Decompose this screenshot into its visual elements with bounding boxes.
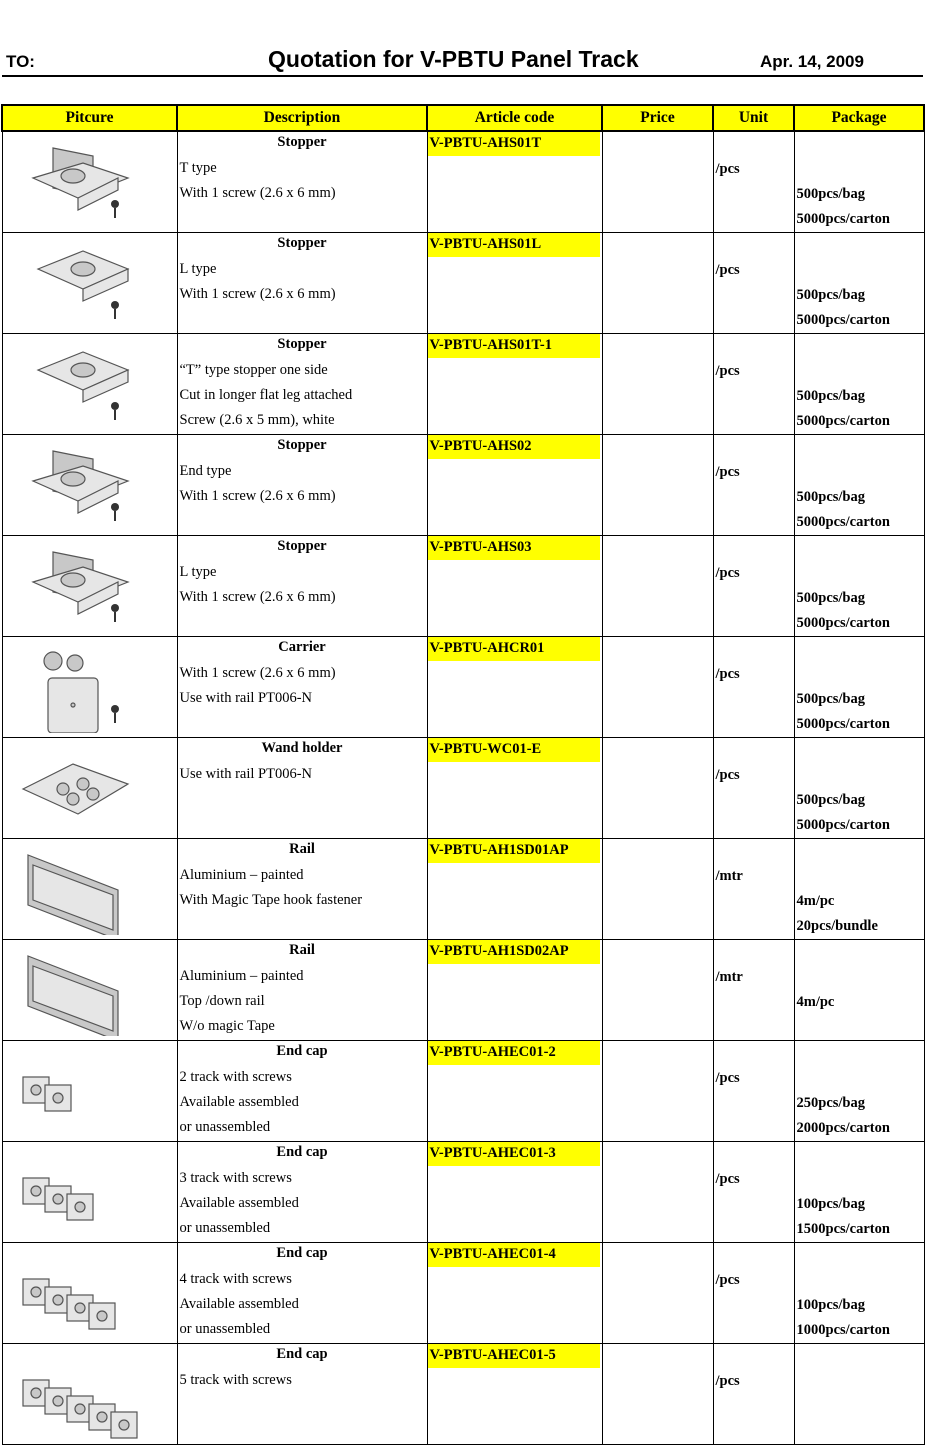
package-cell (794, 637, 924, 738)
description-cell (177, 738, 427, 839)
price-cell (602, 738, 713, 839)
package-line-1: 250pcs/bag (796, 1095, 865, 1111)
table-row (2, 940, 924, 1041)
col-header-price: Price (602, 105, 713, 131)
package-line-2: 1500pcs/carton (796, 1221, 890, 1237)
unit-cell (713, 1243, 794, 1344)
picture-cell (2, 131, 177, 233)
wand-holder-icon (13, 744, 138, 834)
package-cell (794, 1243, 924, 1344)
picture-cell (2, 1344, 177, 1445)
rail-icon (13, 845, 138, 935)
article-code: V-PBTU-AHEC01-3 (428, 1142, 600, 1166)
quote-date: Apr. 14, 2009 (760, 52, 864, 71)
product-title: Stopper (277, 134, 327, 150)
unit-value: /pcs (715, 767, 740, 783)
description-line: With 1 screw (2.6 x 6 mm) (179, 185, 336, 201)
package-line-2: 5000pcs/carton (796, 615, 890, 631)
unit-value: /pcs (715, 666, 740, 682)
description-line: W/o magic Tape (179, 1018, 275, 1034)
package-line-1: 500pcs/bag (796, 388, 865, 404)
package-line-1: 500pcs/bag (796, 691, 865, 707)
table-row (2, 1041, 924, 1142)
unit-cell (713, 637, 794, 738)
price-cell (602, 839, 713, 940)
package-cell (794, 536, 924, 637)
picture-cell (2, 233, 177, 334)
table-row (2, 738, 924, 839)
article-code: V-PBTU-AH1SD02AP (428, 940, 600, 964)
package-cell (794, 839, 924, 940)
package-line-2: 5000pcs/carton (796, 312, 890, 328)
package-line-2: 20pcs/bundle (796, 918, 878, 934)
package-cell (794, 435, 924, 536)
price-cell (602, 1142, 713, 1243)
package-line-2: 5000pcs/carton (796, 817, 890, 833)
header-rule (2, 75, 923, 77)
description-line: With 1 screw (2.6 x 6 mm) (179, 665, 336, 681)
description-line: or unassembled (179, 1220, 271, 1236)
description-line: 5 track with screws (179, 1372, 292, 1388)
price-cell (602, 131, 713, 233)
product-title: Stopper (277, 336, 327, 352)
picture-cell (2, 1243, 177, 1344)
description-line: Aluminium – painted (179, 867, 304, 883)
description-cell (177, 131, 427, 233)
article-code-cell (427, 940, 602, 1041)
unit-cell (713, 233, 794, 334)
description-line: Aluminium – painted (179, 968, 304, 984)
description-cell (177, 940, 427, 1041)
stopper-t1-icon (13, 340, 138, 430)
unit-cell (713, 1041, 794, 1142)
end-cap-5-icon (13, 1350, 138, 1440)
unit-cell (713, 1344, 794, 1445)
package-line-1: 100pcs/bag (796, 1196, 865, 1212)
article-code-cell (427, 233, 602, 334)
package-cell (794, 334, 924, 435)
stopper-end-icon (13, 441, 138, 531)
package-line-2: 5000pcs/carton (796, 413, 890, 429)
description-cell (177, 435, 427, 536)
article-code: V-PBTU-AHS03 (428, 536, 600, 560)
rail-topdown-icon (13, 946, 138, 1036)
unit-value: /pcs (715, 262, 740, 278)
table-row (2, 233, 924, 334)
description-line: Screw (2.6 x 5 mm), white (179, 412, 335, 428)
picture-cell (2, 334, 177, 435)
package-cell (794, 738, 924, 839)
product-title: End cap (276, 1043, 328, 1059)
picture-cell (2, 637, 177, 738)
description-cell (177, 233, 427, 334)
description-cell (177, 1041, 427, 1142)
table-row (2, 334, 924, 435)
description-line: Available assembled (179, 1195, 299, 1211)
col-header-article-code: Article code (427, 105, 602, 131)
product-title: Stopper (277, 235, 327, 251)
unit-cell (713, 131, 794, 233)
stopper-l-icon (13, 239, 138, 329)
article-code-cell (427, 1344, 602, 1445)
product-title: Carrier (278, 639, 326, 655)
article-code-cell (427, 536, 602, 637)
unit-value: /mtr (715, 969, 743, 985)
unit-cell (713, 738, 794, 839)
package-line-1: 500pcs/bag (796, 489, 865, 505)
unit-value: /pcs (715, 1272, 740, 1288)
description-line: With Magic Tape hook fastener (179, 892, 363, 908)
price-cell (602, 1041, 713, 1142)
description-line: 4 track with screws (179, 1271, 292, 1287)
table-row (2, 1344, 924, 1445)
article-code: V-PBTU-AHS02 (428, 435, 600, 459)
table-body (2, 131, 924, 1445)
description-line: Use with rail PT006-N (179, 690, 312, 706)
description-line: With 1 screw (2.6 x 6 mm) (179, 286, 336, 302)
table-header-row (2, 105, 924, 131)
description-cell (177, 1344, 427, 1445)
package-line-2: 5000pcs/carton (796, 211, 890, 227)
package-cell (794, 940, 924, 1041)
package-line-1: 500pcs/bag (796, 590, 865, 606)
quotation-table (1, 104, 925, 1445)
price-cell (602, 1243, 713, 1344)
description-line: End type (179, 463, 232, 479)
picture-cell (2, 536, 177, 637)
unit-cell (713, 536, 794, 637)
stopper-l2-icon (13, 542, 138, 632)
price-cell (602, 435, 713, 536)
article-code: V-PBTU-AHEC01-2 (428, 1041, 600, 1065)
unit-cell (713, 334, 794, 435)
table-row (2, 1243, 924, 1344)
unit-value: /pcs (715, 161, 740, 177)
article-code: V-PBTU-WC01-E (428, 738, 600, 762)
unit-cell (713, 940, 794, 1041)
product-title: Stopper (277, 538, 327, 554)
unit-value: /pcs (715, 464, 740, 480)
col-header-unit: Unit (713, 105, 794, 131)
picture-cell (2, 1142, 177, 1243)
article-code-cell (427, 1243, 602, 1344)
carrier-icon (13, 643, 138, 733)
article-code: V-PBTU-AHEC01-5 (428, 1344, 600, 1368)
article-code-cell (427, 131, 602, 233)
article-code: V-PBTU-AHCR01 (428, 637, 600, 661)
package-cell (794, 131, 924, 233)
description-line: Cut in longer flat leg attached (179, 387, 353, 403)
package-cell (794, 1041, 924, 1142)
unit-value: /pcs (715, 363, 740, 379)
product-title: End cap (276, 1346, 328, 1362)
article-code: V-PBTU-AHS01T-1 (428, 334, 600, 358)
package-line-2: 5000pcs/carton (796, 716, 890, 732)
article-code-cell (427, 839, 602, 940)
description-line: T type (179, 160, 217, 176)
stopper-t-icon (13, 138, 138, 228)
package-line-1: 500pcs/bag (796, 287, 865, 303)
description-cell (177, 536, 427, 637)
end-cap-2-icon (13, 1047, 138, 1137)
article-code: V-PBTU-AHEC01-4 (428, 1243, 600, 1267)
article-code-cell (427, 334, 602, 435)
package-line-2: 1000pcs/carton (796, 1322, 890, 1338)
col-header-picture: Pitcure (2, 105, 177, 131)
article-code-cell (427, 637, 602, 738)
package-line-2: 5000pcs/carton (796, 514, 890, 530)
unit-value: /pcs (715, 565, 740, 581)
description-line: “T” type stopper one side (179, 362, 328, 378)
price-cell (602, 334, 713, 435)
description-cell (177, 334, 427, 435)
description-line: or unassembled (179, 1321, 271, 1337)
article-code-cell (427, 435, 602, 536)
package-line-1: 4m/pc (796, 994, 835, 1010)
article-code-cell (427, 1142, 602, 1243)
table-row (2, 839, 924, 940)
package-cell (794, 233, 924, 334)
unit-value: /pcs (715, 1171, 740, 1187)
unit-cell (713, 839, 794, 940)
description-line: Available assembled (179, 1296, 299, 1312)
product-title: End cap (276, 1144, 328, 1160)
package-line-2: 2000pcs/carton (796, 1120, 890, 1136)
table-row (2, 536, 924, 637)
picture-cell (2, 839, 177, 940)
end-cap-3-icon (13, 1148, 138, 1238)
product-title: Stopper (277, 437, 327, 453)
description-line: Available assembled (179, 1094, 299, 1110)
unit-cell (713, 1142, 794, 1243)
description-line: L type (179, 564, 217, 580)
package-line-1: 4m/pc (796, 893, 835, 909)
price-cell (602, 940, 713, 1041)
description-line: 3 track with screws (179, 1170, 292, 1186)
article-code: V-PBTU-AH1SD01AP (428, 839, 600, 863)
article-code: V-PBTU-AHS01T (428, 132, 600, 156)
table-row (2, 131, 924, 233)
product-title: Rail (289, 942, 315, 958)
table-row (2, 637, 924, 738)
picture-cell (2, 435, 177, 536)
description-cell (177, 637, 427, 738)
table-row (2, 435, 924, 536)
picture-cell (2, 738, 177, 839)
table-row (2, 1142, 924, 1243)
description-line: L type (179, 261, 217, 277)
article-code: V-PBTU-AHS01L (428, 233, 600, 257)
product-title: Wand holder (261, 740, 343, 756)
end-cap-4-icon (13, 1249, 138, 1339)
price-cell (602, 233, 713, 334)
description-line: 2 track with screws (179, 1069, 292, 1085)
package-line-1: 500pcs/bag (796, 186, 865, 202)
description-cell (177, 839, 427, 940)
package-cell (794, 1142, 924, 1243)
unit-value: /mtr (715, 868, 743, 884)
price-cell (602, 536, 713, 637)
product-title: Rail (289, 841, 315, 857)
to-label: TO: (6, 52, 35, 71)
picture-cell (2, 940, 177, 1041)
unit-cell (713, 435, 794, 536)
price-cell (602, 1344, 713, 1445)
article-code-cell (427, 1041, 602, 1142)
article-code-cell (427, 738, 602, 839)
unit-value: /pcs (715, 1373, 740, 1389)
col-header-description: Description (177, 105, 427, 131)
package-cell (794, 1344, 924, 1445)
page-title: Quotation for V-PBTU Panel Track (268, 46, 639, 72)
description-line: With 1 screw (2.6 x 6 mm) (179, 589, 336, 605)
package-line-1: 500pcs/bag (796, 792, 865, 808)
description-line: With 1 screw (2.6 x 6 mm) (179, 488, 336, 504)
description-line: Use with rail PT006-N (179, 766, 312, 782)
description-cell (177, 1142, 427, 1243)
col-header-package: Package (794, 105, 924, 131)
package-line-1: 100pcs/bag (796, 1297, 865, 1313)
unit-value: /pcs (715, 1070, 740, 1086)
picture-cell (2, 1041, 177, 1142)
description-line: Top /down rail (179, 993, 265, 1009)
price-cell (602, 637, 713, 738)
description-line: or unassembled (179, 1119, 271, 1135)
description-cell (177, 1243, 427, 1344)
product-title: End cap (276, 1245, 328, 1261)
